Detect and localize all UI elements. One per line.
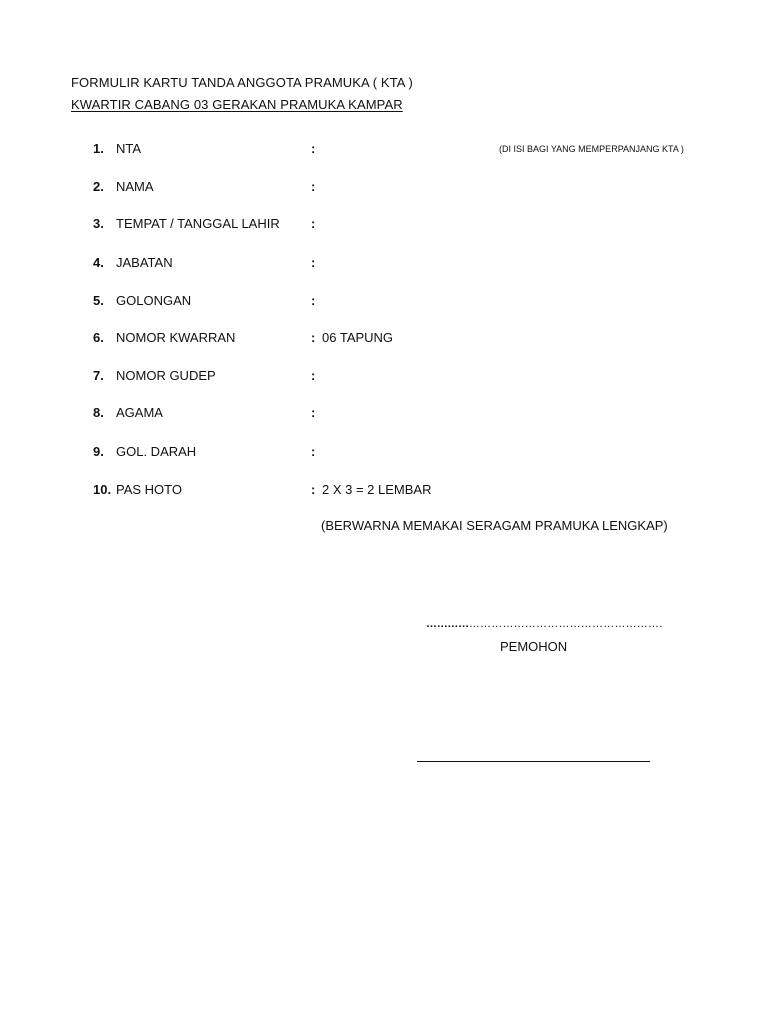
field-label: GOLONGAN [116,293,192,308]
field-label: JABATAN [116,255,173,270]
field-number: 3. [93,216,104,231]
signature-dots: ……………………………………………. [468,618,663,630]
field-row-tempat-tanggal-lahir [0,216,768,234]
field-value: 2 X 3 = 2 LEMBAR [322,482,432,497]
applicant-label: PEMOHON [500,639,568,654]
field-colon: : [311,405,316,420]
field-row-nomor-gudep [0,368,768,386]
field-colon: : [311,482,316,497]
field-label: NOMOR KWARRAN [116,330,236,345]
field-label: GOL. DARAH [116,444,197,459]
signature-line [417,761,650,762]
field-label: NAMA [116,179,154,194]
field-row-nama [0,179,768,197]
field-row-jabatan [0,255,768,273]
field-number: 6. [93,330,104,345]
field-number: 2. [93,179,104,194]
photo-note: (BERWARNA MEMAKAI SERAGAM PRAMUKA LENGKAP) [321,518,668,533]
field-number: 10. [93,482,112,497]
field-colon: : [311,444,316,459]
field-number: 7. [93,368,104,383]
field-label: TEMPAT / TANGGAL LAHIR [116,216,280,231]
form-subtitle: KWARTIR CABANG 03 GERAKAN PRAMUKA KAMPAR [71,97,403,112]
field-number: 5. [93,293,104,308]
field-colon: : [311,216,316,231]
signature-name-dots [426,618,662,630]
field-colon: : [311,255,316,270]
form-title: FORMULIR KARTU TANDA ANGGOTA PRAMUKA ( KTA ) [71,75,413,90]
field-label: PAS HOTO [116,482,182,497]
field-row-gol-darah [0,444,768,462]
field-label: NOMOR GUDEP [116,368,216,383]
field-colon: : [311,179,316,194]
signature-dots-bold: ………… [426,618,469,630]
field-row-pas-foto [0,482,768,500]
field-number: 4. [93,255,104,270]
field-row-nta [0,141,768,159]
field-row-nomor-kwarran [0,330,768,348]
field-number: 9. [93,444,104,459]
field-colon: : [311,293,316,308]
field-number: 8. [93,405,104,420]
field-colon: : [311,330,316,345]
field-note: (DI ISI BAGI YANG MEMPERPANJANG KTA ) [499,144,684,154]
field-label: AGAMA [116,405,163,420]
field-colon: : [311,368,316,383]
field-label: NTA [116,141,142,156]
field-row-golongan [0,293,768,311]
field-value: 06 TAPUNG [322,330,394,345]
field-row-agama [0,405,768,423]
field-colon: : [311,141,316,156]
field-number: 1. [93,141,104,156]
